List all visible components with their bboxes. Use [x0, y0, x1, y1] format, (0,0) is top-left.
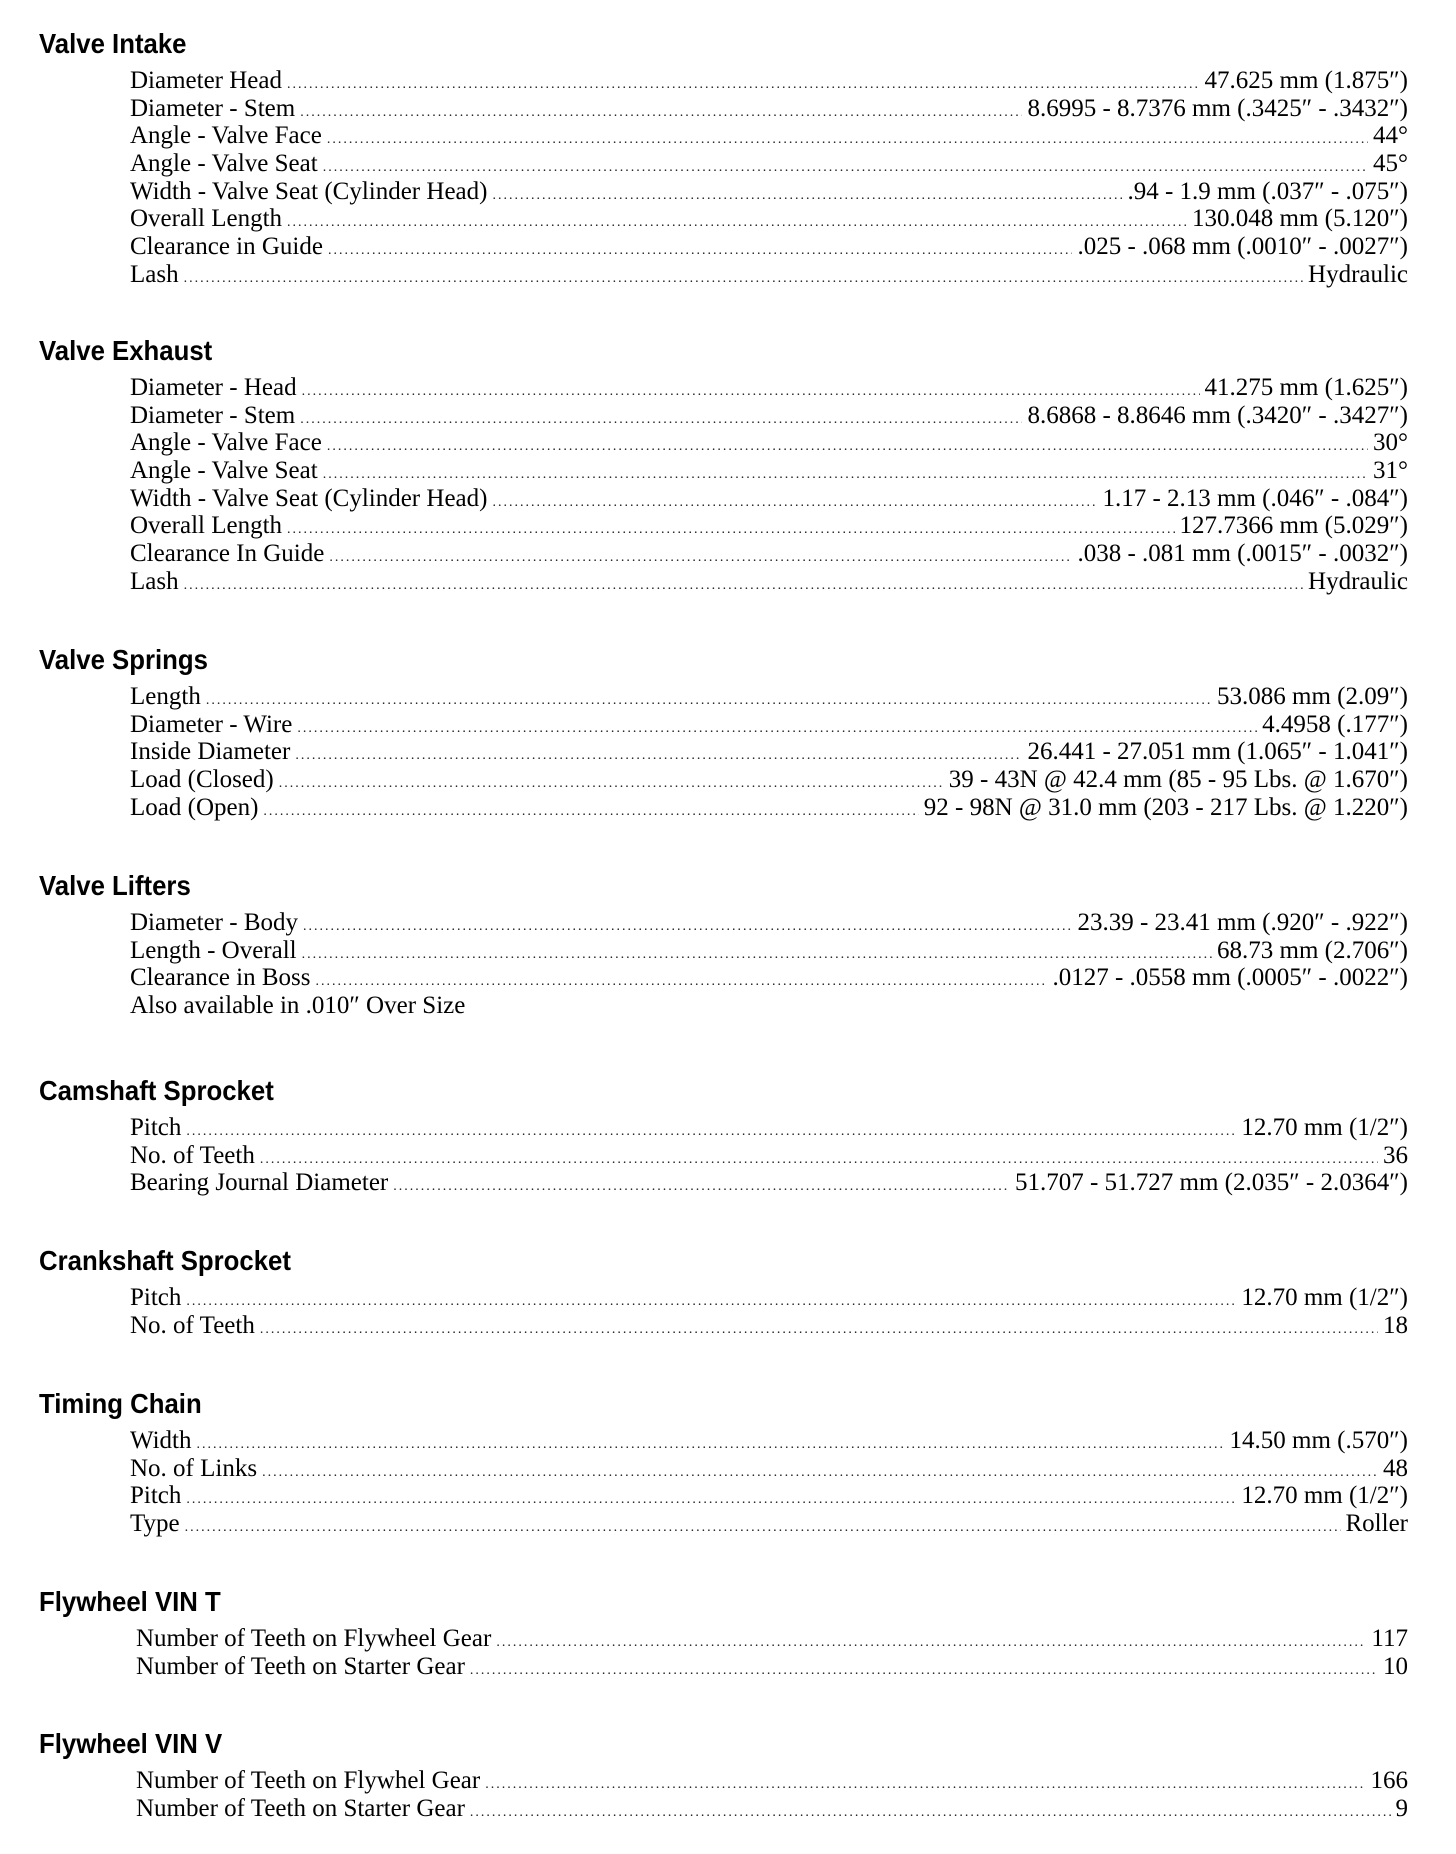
spec-value: 14.50 mm (.570″)	[1229, 1427, 1408, 1454]
spec-label: Width - Valve Seat (Cylinder Head)	[130, 484, 488, 512]
spec-value: 127.7366 mm (5.029″)	[1179, 512, 1408, 540]
spec-list	[130, 1114, 1408, 1197]
dot-leader	[185, 1514, 1341, 1538]
spec-row	[130, 794, 1408, 822]
spec-value: 1.17 - 2.13 mm (.046″ - .084″)	[1102, 484, 1408, 512]
spec-value: 9	[1395, 1794, 1408, 1822]
spec-row	[130, 1312, 1408, 1340]
dot-leader	[327, 433, 1368, 457]
spec-label: Clearance In Guide	[130, 540, 325, 568]
dot-leader	[260, 1146, 1378, 1170]
dot-leader	[470, 1799, 1391, 1823]
spec-value: 18	[1383, 1311, 1408, 1339]
dot-leader	[329, 544, 1072, 568]
spec-row	[130, 1455, 1408, 1483]
section-heading: Valve Springs	[39, 644, 208, 675]
section-heading: Flywheel VIN T	[39, 1586, 221, 1617]
spec-row	[136, 1767, 1408, 1795]
spec-row	[130, 964, 1408, 992]
spec-value: 4.4958 (.177″)	[1262, 710, 1408, 738]
dot-leader	[186, 1288, 1236, 1312]
spec-label: Diameter - Body	[130, 909, 299, 936]
spec-label: No. of Teeth	[130, 1141, 255, 1169]
spec-row	[136, 1625, 1408, 1653]
spec-label: Diameter - Stem	[130, 401, 296, 429]
spec-label: Angle - Valve Face	[130, 429, 322, 457]
spec-label: Width	[130, 1427, 192, 1454]
spec-label: Angle - Valve Seat	[130, 150, 318, 178]
dot-leader	[323, 461, 1368, 485]
dot-leader	[485, 1771, 1365, 1795]
spec-row	[130, 1510, 1408, 1538]
dot-leader	[262, 1459, 1378, 1483]
spec-row	[130, 1114, 1408, 1142]
dot-leader	[323, 154, 1368, 178]
spec-row	[136, 1653, 1408, 1681]
spec-label: Number of Teeth on Flywheel Gear	[136, 1625, 492, 1652]
spec-row	[130, 540, 1408, 568]
spec-label: Clearance in Boss	[130, 964, 311, 992]
spec-value: 48	[1383, 1454, 1408, 1482]
spec-row	[130, 568, 1408, 596]
spec-label: Width - Valve Seat (Cylinder Head)	[130, 177, 488, 205]
spec-label: Clearance in Guide	[130, 233, 323, 261]
dot-leader	[327, 126, 1368, 150]
spec-row	[136, 1795, 1408, 1823]
spec-value: .025 - .068 mm (.0010″ - .0027″)	[1077, 233, 1408, 261]
spec-value: Hydraulic	[1308, 260, 1408, 288]
dot-leader	[302, 378, 1200, 402]
spec-label: Lash	[130, 567, 179, 595]
spec-row	[130, 512, 1408, 540]
spec-row	[130, 122, 1408, 150]
spec-row	[130, 374, 1408, 402]
spec-label: Diameter - Wire	[130, 710, 293, 738]
spec-row	[130, 95, 1408, 123]
spec-value: 51.707 - 51.727 mm (2.035″ - 2.0364″)	[1014, 1169, 1408, 1197]
spec-list	[136, 1625, 1408, 1680]
spec-label: Lash	[130, 260, 179, 288]
spec-row	[130, 909, 1408, 937]
spec-label: Inside Diameter	[130, 738, 291, 766]
section-heading: Valve Lifters	[39, 870, 191, 901]
spec-label: Overall Length	[130, 205, 283, 233]
spec-row	[130, 402, 1408, 430]
spec-value: 39 - 43N @ 42.4 mm (85 - 95 Lbs. @ 1.670″)	[948, 766, 1408, 794]
spec-row	[130, 1482, 1408, 1510]
spec-value: 45°	[1373, 150, 1408, 178]
spec-label: Length	[130, 683, 201, 710]
dot-leader	[184, 572, 1303, 596]
oversize-note: Also available in .010″ Over Size	[130, 992, 466, 1020]
dot-leader	[260, 1316, 1378, 1340]
dot-leader	[492, 182, 1122, 206]
spec-value: Roller	[1345, 1510, 1408, 1538]
spec-value: 10	[1383, 1652, 1408, 1680]
spec-label: No. of Teeth	[130, 1311, 255, 1339]
spec-value: 53.086 mm (2.09″)	[1217, 683, 1408, 710]
spec-value: 8.6868 - 8.8646 mm (.3420″ - .3427″)	[1027, 401, 1408, 429]
dot-leader	[297, 715, 1257, 739]
spec-row	[130, 261, 1408, 289]
section-heading: Valve Exhaust	[39, 335, 213, 366]
dot-leader	[184, 265, 1303, 289]
dot-leader	[287, 209, 1187, 233]
section-heading: Timing Chain	[39, 1388, 202, 1419]
spec-value: 8.6995 - 8.7376 mm (.3425″ - .3432″)	[1027, 94, 1408, 122]
dot-leader	[287, 516, 1175, 540]
spec-label: Diameter - Head	[130, 374, 297, 401]
spec-value: 23.39 - 23.41 mm (.920″ - .922″)	[1077, 909, 1408, 936]
spec-value: .94 - 1.9 mm (.037″ - .075″)	[1127, 177, 1408, 205]
spec-row	[130, 150, 1408, 178]
spec-row	[130, 457, 1408, 485]
spec-label: Diameter - Stem	[130, 94, 296, 122]
spec-value: 47.625 mm (1.875″)	[1204, 67, 1408, 94]
spec-value: 12.70 mm (1/2″)	[1241, 1114, 1408, 1141]
spec-row	[130, 683, 1408, 711]
spec-value: 36	[1383, 1141, 1408, 1169]
spec-row	[130, 711, 1408, 739]
spec-row	[130, 766, 1408, 794]
spec-value: 117	[1371, 1625, 1408, 1652]
spec-list	[130, 67, 1408, 289]
dot-leader	[492, 489, 1097, 513]
dot-leader	[279, 770, 944, 794]
dot-leader	[303, 913, 1072, 937]
spec-row	[130, 485, 1408, 513]
spec-value: 92 - 98N @ 31.0 mm (203 - 217 Lbs. @ 1.220″)	[923, 793, 1408, 821]
spec-value: 68.73 mm (2.706″)	[1217, 936, 1408, 964]
dot-leader	[328, 237, 1073, 261]
section-heading: Flywheel VIN V	[39, 1728, 223, 1759]
section-heading: Crankshaft Sprocket	[39, 1245, 291, 1276]
spec-row	[130, 937, 1408, 965]
dot-leader	[186, 1486, 1236, 1510]
spec-label: Pitch	[130, 1114, 182, 1141]
spec-value: 30°	[1373, 429, 1408, 457]
dot-leader	[263, 798, 918, 822]
dot-leader	[287, 71, 1200, 95]
dot-leader	[206, 687, 1212, 711]
spec-value: 31°	[1373, 457, 1408, 485]
spec-value: Hydraulic	[1308, 567, 1408, 595]
spec-list	[130, 683, 1408, 821]
spec-label: Pitch	[130, 1482, 182, 1510]
spec-row	[130, 67, 1408, 95]
spec-value: 166	[1370, 1767, 1408, 1794]
dot-leader	[300, 99, 1022, 123]
dot-leader	[302, 941, 1212, 965]
spec-label: Angle - Valve Seat	[130, 457, 318, 485]
section-heading: Camshaft Sprocket	[39, 1075, 274, 1106]
spec-row	[130, 178, 1408, 206]
spec-row	[130, 738, 1408, 766]
spec-label: Number of Teeth on Starter Gear	[136, 1794, 465, 1822]
dot-leader	[300, 406, 1022, 430]
spec-label: Load (Closed)	[130, 766, 274, 794]
spec-row	[130, 1169, 1408, 1197]
dot-leader	[295, 742, 1022, 766]
spec-list	[130, 909, 1408, 1020]
spec-label: Overall Length	[130, 512, 283, 540]
dot-leader	[470, 1657, 1378, 1681]
spec-label: Pitch	[130, 1284, 182, 1311]
spec-row	[130, 1142, 1408, 1170]
spec-list	[136, 1767, 1408, 1822]
section-heading: Valve Intake	[39, 28, 187, 59]
spec-label: Angle - Valve Face	[130, 122, 322, 150]
spec-label: Diameter Head	[130, 67, 283, 94]
dot-leader	[393, 1173, 1010, 1197]
spec-row	[130, 429, 1408, 457]
spec-label: Length - Overall	[130, 936, 297, 964]
spec-label: Load (Open)	[130, 793, 259, 821]
spec-row	[130, 1284, 1408, 1312]
spec-row	[130, 205, 1408, 233]
dot-leader	[197, 1431, 1225, 1455]
spec-value: .038 - .081 mm (.0015″ - .0032″)	[1077, 540, 1408, 568]
spec-value: 130.048 mm (5.120″)	[1192, 205, 1408, 233]
dot-leader	[316, 968, 1048, 992]
spec-label: Number of Teeth on Flywhel Gear	[136, 1767, 481, 1794]
spec-value: 12.70 mm (1/2″)	[1241, 1284, 1408, 1311]
dot-leader	[186, 1118, 1236, 1142]
spec-list	[130, 1427, 1408, 1538]
spec-value: .0127 - .0558 mm (.0005″ - .0022″)	[1052, 964, 1408, 992]
spec-value: 44°	[1373, 122, 1408, 150]
spec-label: Bearing Journal Diameter	[130, 1169, 389, 1197]
spec-row	[130, 1427, 1408, 1455]
spec-value: 41.275 mm (1.625″)	[1204, 374, 1408, 401]
spec-label: No. of Links	[130, 1454, 258, 1482]
spec-label: Number of Teeth on Starter Gear	[136, 1652, 465, 1680]
spec-value: 12.70 mm (1/2″)	[1241, 1482, 1408, 1510]
spec-list	[130, 1284, 1408, 1339]
spec-value: 26.441 - 27.051 mm (1.065″ - 1.041″)	[1027, 738, 1408, 766]
dot-leader	[496, 1629, 1366, 1653]
spec-list	[130, 374, 1408, 596]
spec-row	[130, 233, 1408, 261]
spec-label: Type	[130, 1510, 180, 1538]
